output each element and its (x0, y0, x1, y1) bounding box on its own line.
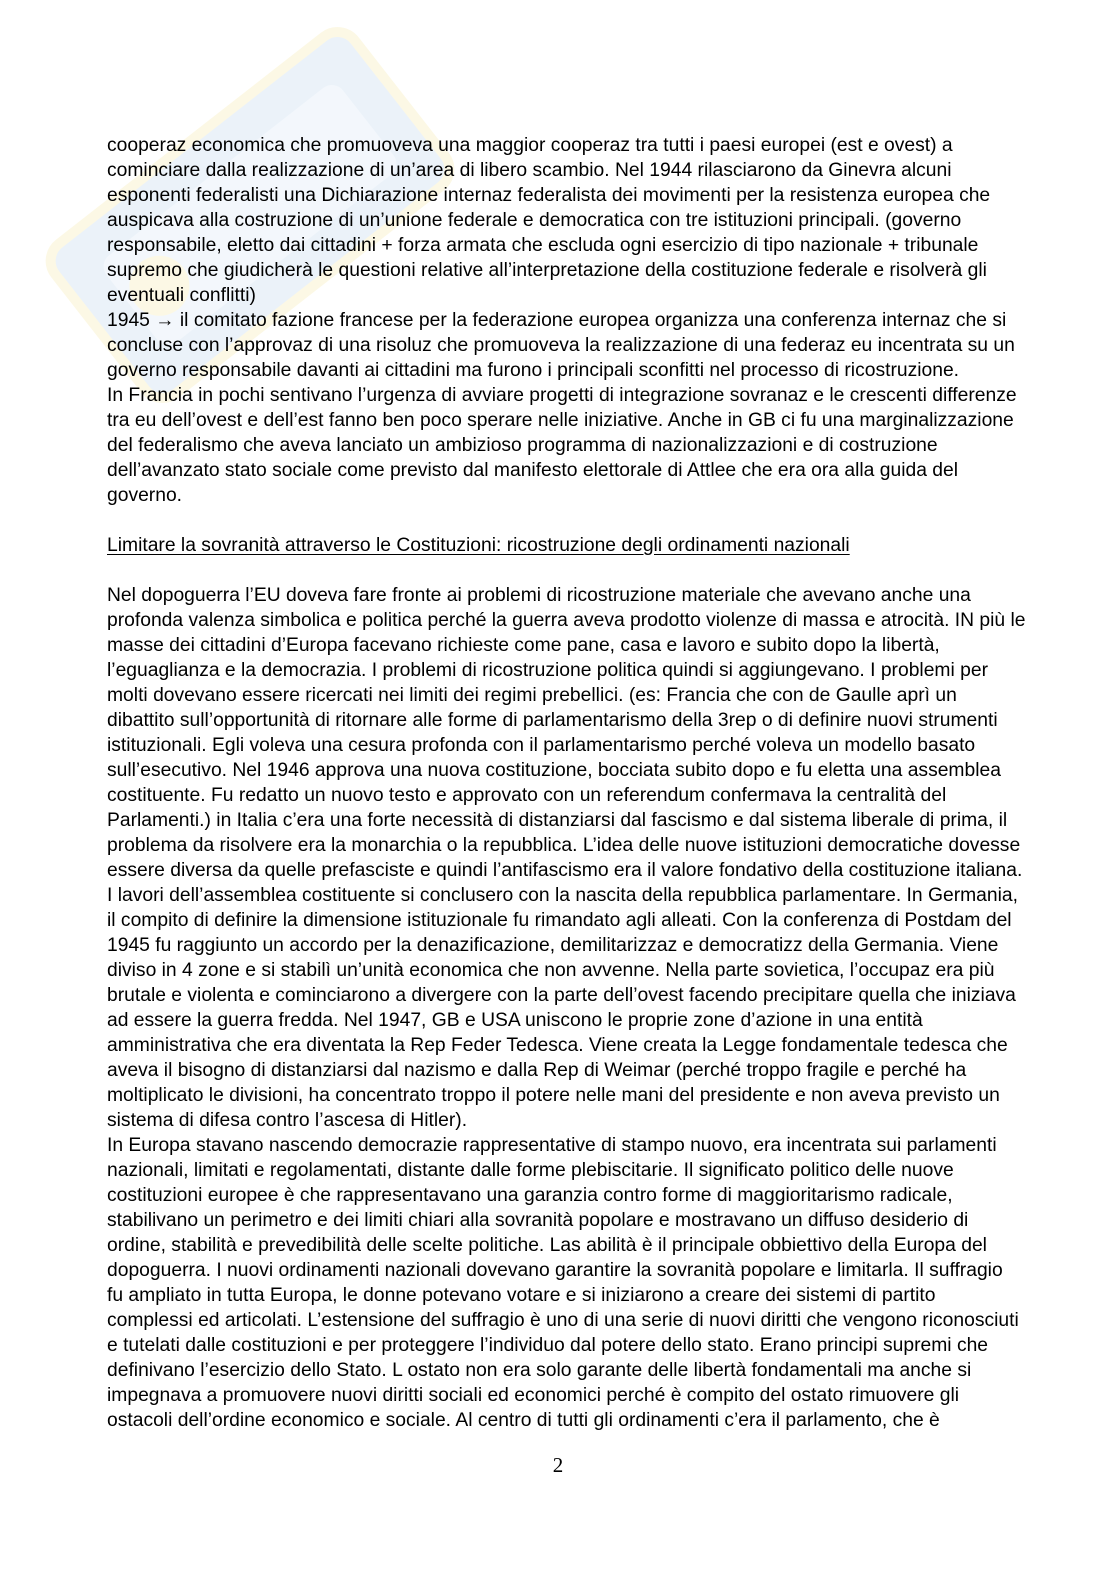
section-paragraph (107, 583, 1097, 1433)
text-line: Parlamenti.) in Italia c’era una forte necessità di distanziarsi dal fascismo e dal sistema liberale di prima, il (107, 810, 1008, 831)
text-line: l’eguaglianza e la democrazia. I problemi di ricostruzione politica quindi si aggiungevano. I problemi per (107, 660, 989, 681)
text-line: profonda valenza simbolica e politica perché la guerra aveva prodotto violenze di massa e atrocità. IN più le (107, 610, 1026, 631)
text-line: il compito di definire la dimensione istituzionale fu rimandato agli alleati. Con la conferenza di Postdam del (107, 910, 1012, 931)
text-line: aveva il bisogno di distanziarsi dal nazismo e dalla Rep di Weimar (perché troppo fragile e perché ha (107, 1060, 967, 1081)
text-line: dopoguerra. I nuovi ordinamenti nazionali dovevano garantire la sovranità popolare e limitarla. Il suffragio (107, 1260, 1003, 1281)
text-line: essere diversa da quelle prefasciste e quindi l’antifascismo era il valore fondativo della costituzione italiana. (107, 860, 1023, 881)
text-line: e tutelati dalle costituzioni e per proteggere l’individuo dal potere dello stato. Erano principi supremi che (107, 1335, 989, 1356)
text-line: governo responsabile davanti ai cittadini ma furono i principali sconfitti nel processo di ricostruzione. (107, 360, 960, 381)
text-line: tra eu dell’ovest e dell’est fanno ben poco sperare nelle iniziative. Anche in GB ci fu una marginalizzazione (107, 410, 1014, 431)
text-line: 1945 fu raggiunto un accordo per la denazificazione, demilitarizzaz e democratizz della Germania. Viene (107, 935, 999, 956)
blank-line (107, 508, 1097, 533)
text-line: nazionali, limitati e regolamentati, distante dalle forme plebiscitarie. Il significato politico delle nuove (107, 1160, 954, 1181)
text-line: problema da risolvere era la monarchia o la repubblica. L’idea delle nuove istituzioni democratiche dovesse (107, 835, 1021, 856)
text-line: masse dei cittadini d’Europa facevano richieste come pane, casa e lavoro e subito dopo la libertà, (107, 635, 940, 656)
text-line: istituzionali. Egli voleva una cesura profonda con il parlamentarismo perché voleva un modello basato (107, 735, 976, 756)
text-line: cooperaz economica che promuoveva una maggior cooperaz tra tutti i paesi europei (est e ovest) a (107, 135, 953, 156)
text-line: ordine, stabilità e prevedibilità delle scelte politiche. Las abilità è il principale obbiettivo della Europa del (107, 1235, 987, 1256)
text-line: In Francia in pochi sentivano l’urgenza di avviare progetti di integrazione sovranaz e le crescenti differenze (107, 385, 1017, 406)
text-line: 1945 → il comitato fazione francese per la federazione europea organizza una conferenza internaz che si (107, 310, 1007, 331)
document-body (107, 133, 1097, 1433)
text-line: fu ampliato in tutta Europa, le donne potevano votare e si iniziarono a creare dei sistemi di partito (107, 1285, 936, 1306)
text-line: eventuali conflitti) (107, 285, 256, 306)
page-number: 2 (552, 1453, 564, 1477)
text-line: definivano l’esercizio dello Stato. L ostato non era solo garante delle libertà fondamentali ma anche si (107, 1360, 972, 1381)
text-line: del federalismo che aveva lanciato un ambizioso programma di nazionalizzazioni e di costruzione (107, 435, 938, 456)
text-line: moltiplicato le divisioni, ha concentrato troppo il potere nelle mani del presidente e non aveva previsto un (107, 1085, 1000, 1106)
text-line: auspicava alla costruzione di un’unione federale e democratica con tre istituzioni principali. (governo (107, 210, 962, 231)
text-line: costituente. Fu redatto un nuovo testo e approvato con un referendum confermava la centralità del (107, 785, 947, 806)
text-line: concluse con l’approvaz di una risoluz che promuoveva la realizzazione di una federaz eu incentrata su un (107, 335, 1015, 356)
text-line: sull’esecutivo. Nel 1946 approva una nuova costituzione, bocciata subito dopo e fu eletta una assemblea (107, 760, 1001, 781)
text-line: molti dovevano essere ricercati nei limiti dei regimi prebellici. (es: Francia che con de Gaulle aprì un (107, 685, 957, 706)
text-line: ad essere la guerra fredda. Nel 1947, GB e USA uniscono le proprie zone d’azione in una entità (107, 1010, 923, 1031)
text-line: cominciare dalla realizzazione di un’area di libero scambio. Nel 1944 rilasciarono da Ginevra alcuni (107, 160, 952, 181)
text-line: sistema di difesa contro l’ascesa di Hitler). (107, 1110, 468, 1131)
section-heading: Limitare la sovranità attraverso le Costituzioni: ricostruzione degli ordinamenti nazionali (107, 535, 850, 556)
text-line: stabilivano un perimetro e dei limiti chiari alla sovranità popolare e mostravano un diffuso desiderio di (107, 1210, 969, 1231)
text-line: brutale e violenta e cominciarono a divergere con la parte dell’ovest facendo precipitare quella che iniziava (107, 985, 1016, 1006)
text-line: I lavori dell’assemblea costituente si conclusero con la nascita della repubblica parlamentare. In Germania, (107, 885, 1018, 906)
text-line: In Europa stavano nascendo democrazie rappresentative di stampo nuovo, era incentrata sui parlamenti (107, 1135, 997, 1156)
text-line: supremo che giudicherà le questioni relative all’interpretazione della costituzione federale e risolverà gli (107, 260, 987, 281)
text-line: dibattito sull’opportunità di ritornare alle forme di parlamentarismo della 3rep o di definire nuovi strumenti (107, 710, 998, 731)
text-line: impegnava a promuovere nuovi diritti sociali ed economici perché è compito del ostato rimuovere gli (107, 1385, 960, 1406)
text-line: costituzioni europee è che rappresentavano una garanzia contro forme di maggioritarismo radicale, (107, 1185, 953, 1206)
text-line: ostacoli dell’ordine economico e sociale. Al centro di tutti gli ordinamenti c’era il parlamento, che è (107, 1410, 940, 1431)
text-line: dell’avanzato stato sociale come previsto dal manifesto elettorale di Attlee che era ora alla guida del (107, 460, 959, 481)
text-line: governo. (107, 485, 183, 506)
text-line: esponenti federalisti una Dichiarazione internaz federalista dei movimenti per la resistenza europea che (107, 185, 991, 206)
intro-paragraph (107, 133, 1097, 508)
text-line: complessi ed articolati. L’estensione del suffragio è uno di una serie di nuovi diritti che vengono riconosciuti (107, 1310, 1019, 1331)
text-line: diviso in 4 zone e si stabilì un’unità economica che non avvenne. Nella parte sovietica, l’occupaz era più (107, 960, 995, 981)
text-line: amministrativa che era diventata la Rep Feder Tedesca. Viene creata la Legge fondamentale tedesca che (107, 1035, 1008, 1056)
text-line: responsabile, eletto dai cittadini + forza armata che escluda ogni esercizio di tipo nazionale + tribunale (107, 235, 979, 256)
blank-line (107, 558, 1097, 583)
text-line: Nel dopoguerra l’EU doveva fare fronte ai problemi di ricostruzione materiale che avevano anche una (107, 585, 971, 606)
